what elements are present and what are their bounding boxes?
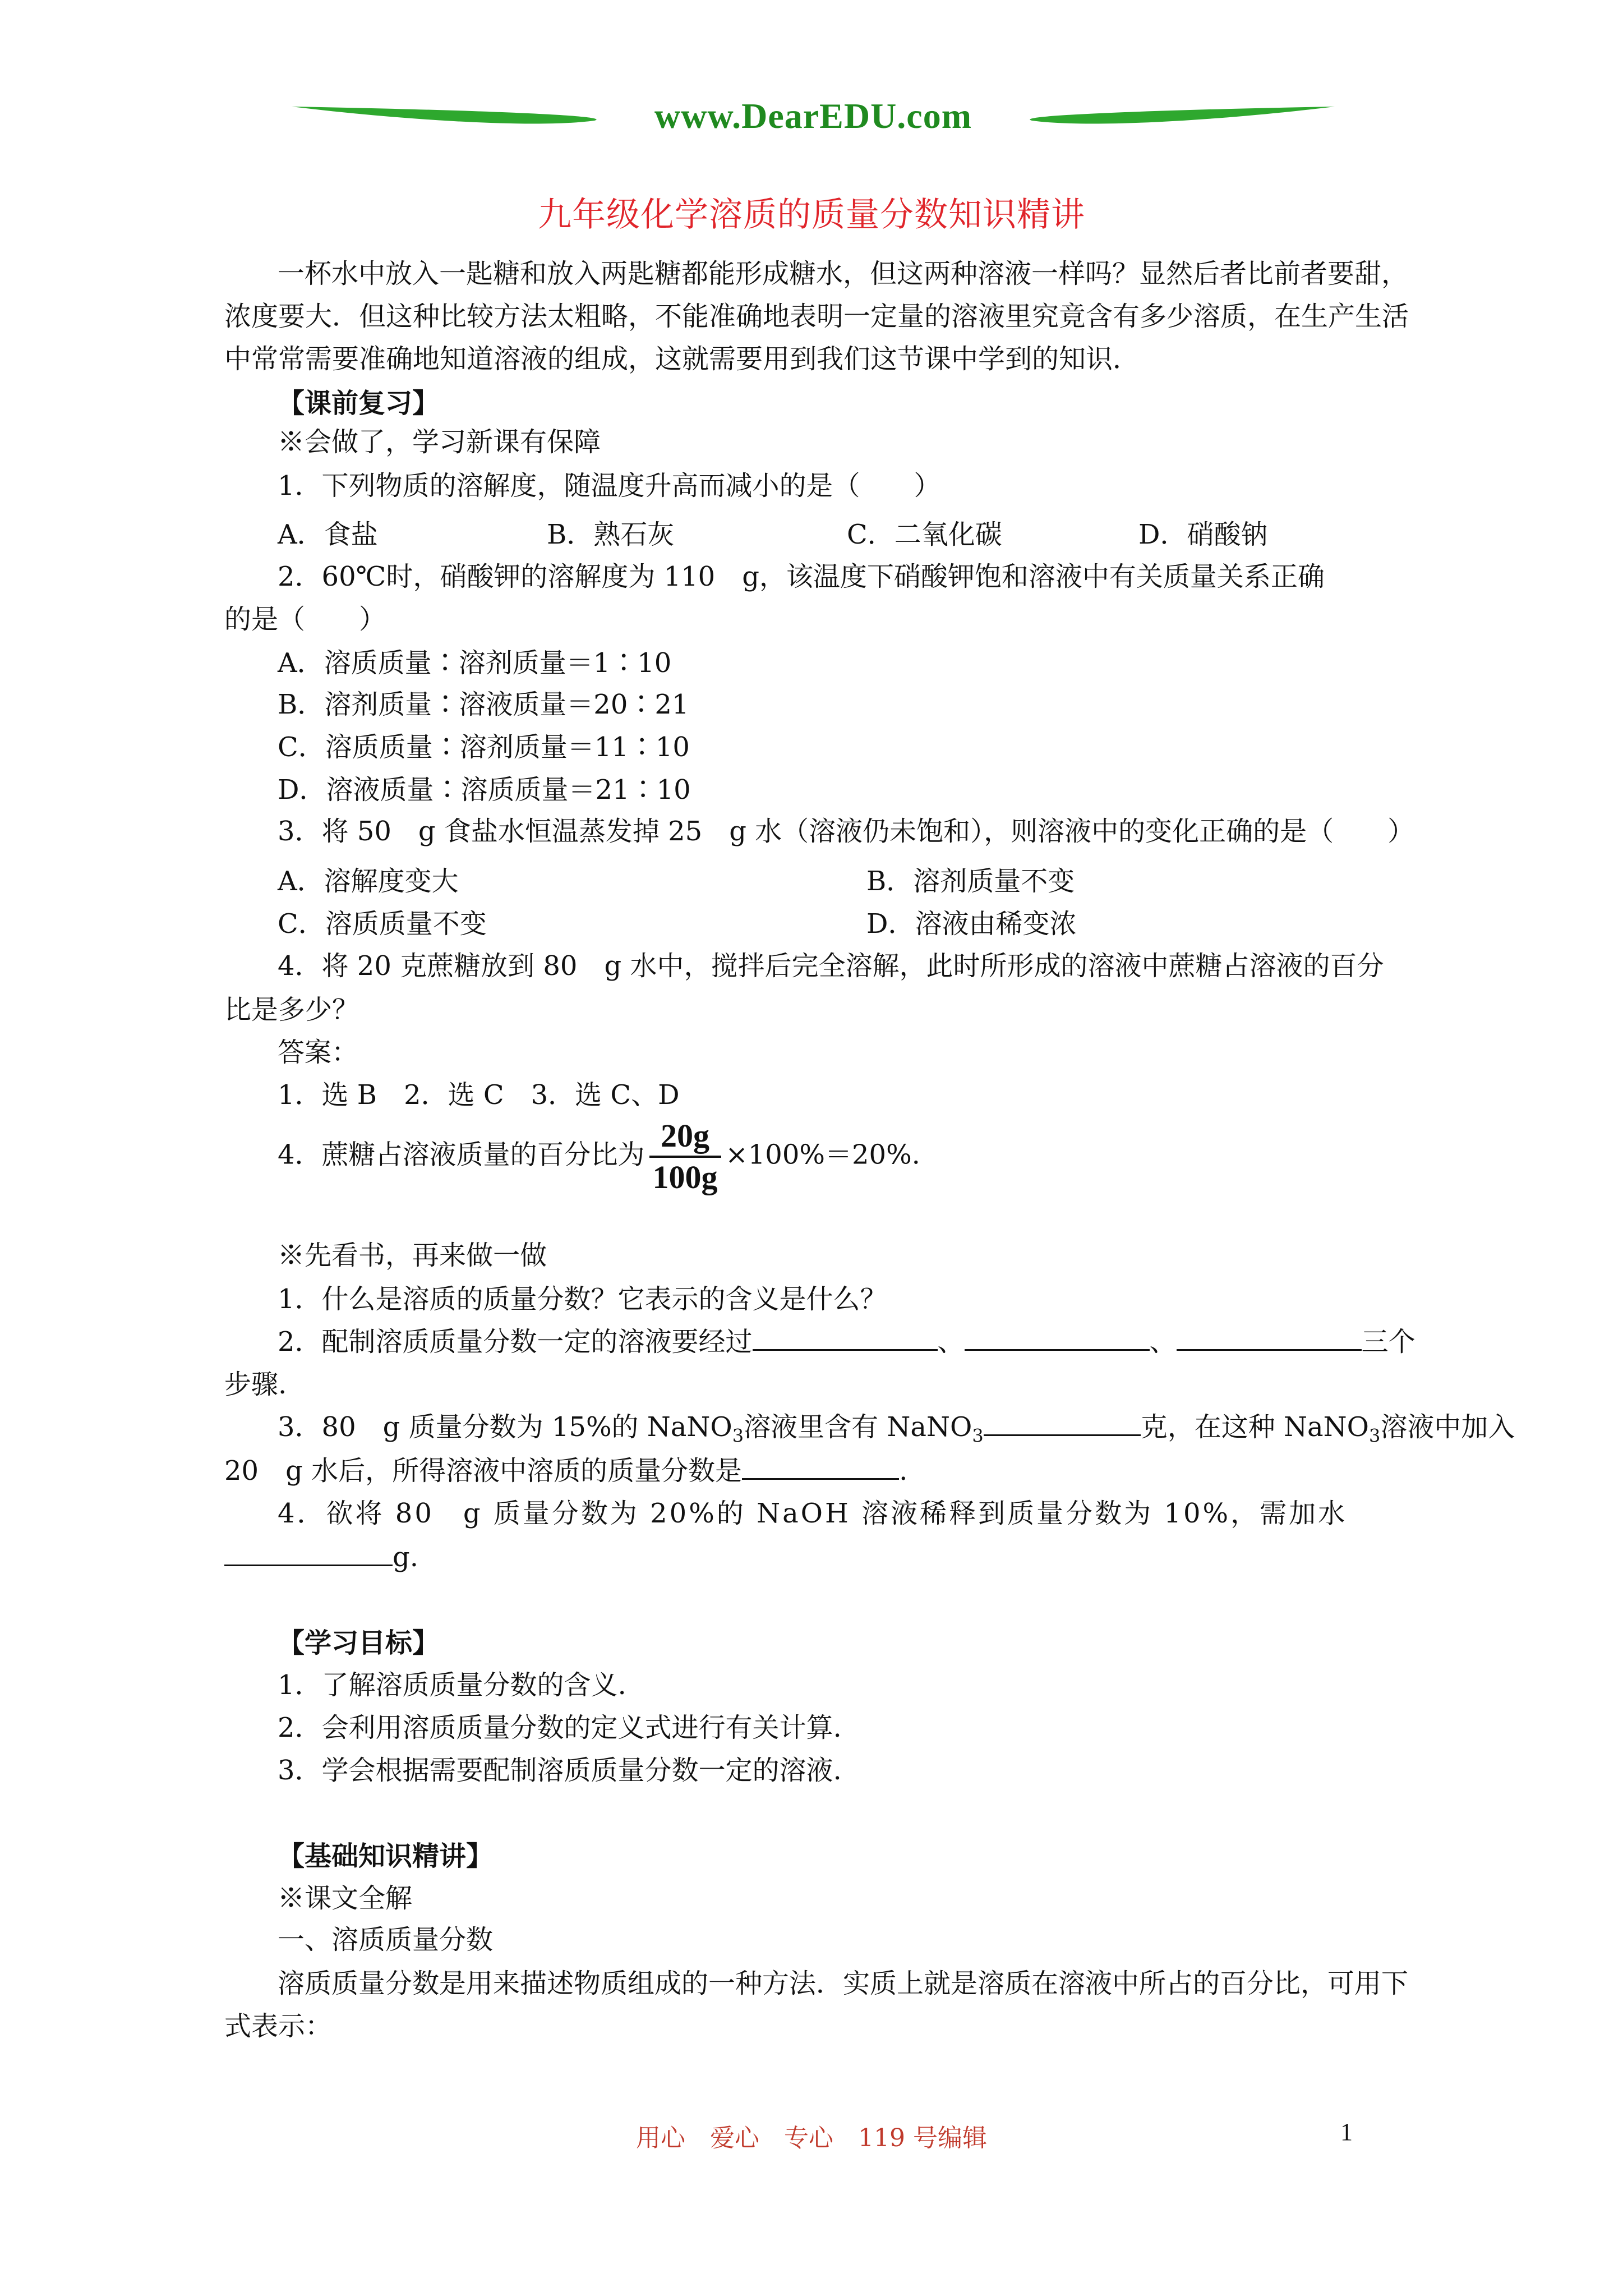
answer-line1: 1．选 B 2．选 C 3．选 C、D [278, 1079, 680, 1111]
review-q1-option-c: C．二氧化碳 [847, 519, 1002, 550]
objective-2: 2．会利用溶质质量分数的定义式进行有关计算. [278, 1712, 842, 1743]
review-q4-line1: 4．将 20 克蔗糖放到 80 g 水中，搅拌后完全溶解，此时所形成的溶液中蔗糖占溶液的百分 [278, 950, 1384, 982]
preview-q3-text-b: 溶液里含有 NaNO [744, 1411, 972, 1443]
preview-q4-line2-end: g. [393, 1542, 418, 1573]
header-logo-text: www.DearEDU.com [654, 96, 972, 136]
preview-q2-sep-2: 、 [1149, 1326, 1177, 1358]
preview-q2-end: 三个 [1361, 1326, 1415, 1358]
preview-q3-text-a: 3．80 g 质量分数为 15%的 NaNO [278, 1411, 732, 1443]
blank-step-1[interactable] [753, 1322, 938, 1351]
preview-q2-line2: 步骤. [224, 1369, 287, 1400]
answer-line4 [278, 1116, 920, 1197]
subscript-3: 3 [732, 1425, 744, 1447]
review-note: ※会做了，学习新课有保障 [278, 426, 601, 458]
review-q3-option-b: B．溶剂质量不变 [866, 866, 1075, 897]
preview-q2-sep-1: 、 [937, 1326, 965, 1358]
answer4-fraction [649, 1116, 721, 1197]
objective-3: 3．学会根据需要配制溶质质量分数一定的溶液. [278, 1755, 842, 1786]
preview-q2 [278, 1320, 1415, 1363]
review-q2-option-d: D．溶液质量∶溶质质量＝21∶10 [278, 774, 691, 806]
review-q4-line2: 比是多少？ [224, 994, 359, 1025]
intro-paragraph: 一杯水中放入一匙糖和放入两匙糖都能形成糖水，但这两种溶液一样吗？显然后者比前者要甜，浓度要大．但这种比较方法太粗略，不能准确地表明一定量的溶液里究竟含有多少溶质，在生产生活中常常需要准确地知道溶液的组成，这就需要用到我们这节课中学到的知识． [224, 258, 1409, 375]
basics-note: ※课文全解 [278, 1883, 413, 1914]
basics-heading: 【基础知识精讲】 [278, 1841, 494, 1872]
review-q2-line1: 2．60℃时，硝酸钾的溶解度为 110 g，该温度下硝酸钾饱和溶液中有关质量关系正确 [278, 561, 1325, 592]
page-number: 1 [1340, 2118, 1353, 2146]
preview-q3-text-c: 克，在这种 NaNO [1140, 1411, 1369, 1443]
review-q1-option-a: A．食盐 [278, 519, 378, 550]
review-q1-option-d: D．硝酸钠 [1138, 519, 1268, 550]
answer4-prefix: 4．蔗糖占溶液质量的百分比为 [278, 1139, 645, 1171]
preview-q3-line2 [224, 1450, 907, 1492]
review-q3-option-a: A．溶解度变大 [278, 866, 459, 897]
preview-q4-line2 [224, 1536, 418, 1579]
subscript-3: 3 [972, 1425, 984, 1447]
objective-1: 1．了解溶质质量分数的含义. [278, 1669, 626, 1701]
preview-q3-line2-end: . [899, 1455, 908, 1487]
review-q2-option-b: B．溶剂质量∶溶液质量＝20∶21 [278, 689, 689, 720]
blank-fraction[interactable] [742, 1451, 899, 1480]
subscript-3: 3 [1368, 1425, 1381, 1447]
review-q1: 1．下列物质的溶解度，随温度升高而减小的是（ ） [278, 470, 941, 501]
objectives-heading: 【学习目标】 [278, 1627, 440, 1659]
preview-q1: 1．什么是溶质的质量分数？它表示的含义是什么？ [278, 1283, 887, 1315]
blank-step-3[interactable] [1177, 1322, 1362, 1351]
review-q3-option-d: D．溶液由稀变浓 [866, 908, 1077, 940]
review-q2-option-c: C．溶质质量∶溶剂质量＝11∶10 [278, 731, 690, 763]
preview-q3-text-d: 溶液中加入 [1380, 1411, 1515, 1443]
review-heading: 【课前复习】 [278, 388, 440, 419]
review-q2-option-a: A．溶质质量∶溶剂质量＝1∶10 [278, 647, 672, 679]
basics-section-title: 一、溶质质量分数 [278, 1924, 494, 1955]
blank-water-mass[interactable] [224, 1538, 393, 1566]
answer4-numerator: 20g [649, 1116, 721, 1158]
footer-text: 用心 爱心 专心 119 号编辑 [636, 2124, 987, 2152]
page-title: 九年级化学溶质的质量分数知识精讲 [538, 195, 1085, 234]
review-q3: 3．将 50 g 食盐水恒温蒸发掉 25 g 水（溶液仍未饱和），则溶液中的变化正确的是（ ） [278, 816, 1415, 847]
answer-label: 答案： [278, 1037, 359, 1068]
answer4-denominator: 100g [652, 1159, 718, 1195]
answer4-suffix: ×100%＝20%. [725, 1139, 920, 1171]
preview-q3-line2-text: 20 g 水后，所得溶液中溶质的质量分数是 [224, 1455, 743, 1487]
preview-q2-text: 2．配制溶质质量分数一定的溶液要经过 [278, 1326, 753, 1358]
review-q3-option-c: C．溶质质量不变 [278, 908, 487, 940]
review-q1-option-b: B．熟石灰 [547, 519, 675, 550]
preview-note: ※先看书，再来做一做 [278, 1240, 547, 1271]
blank-mass[interactable] [984, 1407, 1141, 1436]
blank-step-2[interactable] [965, 1322, 1150, 1351]
review-q2-line2: 的是（ ） [224, 604, 386, 635]
preview-q4-line1: 4．欲将 80 g 质量分数为 20%的 NaOH 溶液稀释到质量分数为 10%，需加水 [278, 1498, 1348, 1529]
basics-paragraph: 溶质质量分数是用来描述物质组成的一种方法．实质上就是溶质在溶液中所占的百分比，可用下式表示： [224, 1968, 1409, 2042]
